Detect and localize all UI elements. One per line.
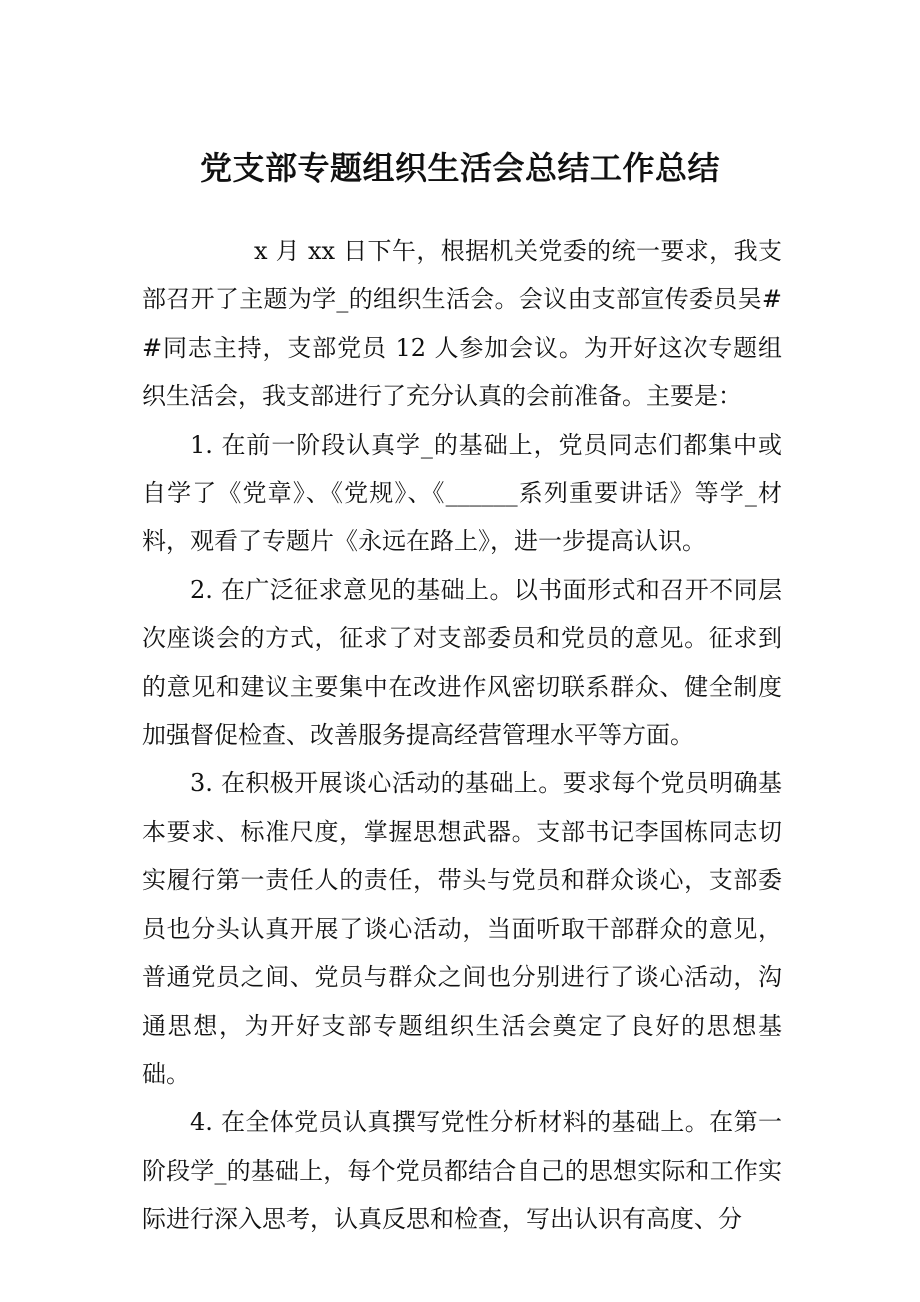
paragraph-intro: x 月 xx 日下午，根据机关党委的统一要求，我支部召开了主题为学_的组织生活会。会议由支部宣传委员吴##同志主持，支部党员 12 人参加会议。为开好这次专题组织生活会，我支部进行了充分认真的会前准备。主要是： <box>142 237 782 411</box>
document-body <box>142 227 782 1244</box>
document-title: 党支部专题组织生活会总结工作总结 <box>199 149 720 187</box>
paragraph-item-1: 1. 在前一阶段认真学_的基础上，党员同志们都集中或自学了《党章》、《党规》、《______系列重要讲话》等学_材料，观看了专题片《永远在路上》，进一步提高认识。 <box>142 430 782 556</box>
paragraph-item-4: 4. 在全体党员认真撰写党性分析材料的基础上。在第一阶段学_的基础上，每个党员都结合自己的思想实际和工作实际进行深入思考，认真反思和检查，写出认识有高度、分 <box>142 1108 782 1234</box>
paragraph-item-3: 3. 在积极开展谈心活动的基础上。要求每个党员明确基本要求、标准尺度，掌握思想武器。支部书记李国栋同志切实履行第一责任人的责任，带头与党员和群众谈心，支部委员也分头认真开展了谈心活动，当面听取干部群众的意见，普通党员之间、党员与群众之间也分别进行了谈心活动，沟通思想，为开好支部专题组织生活会奠定了良好的思想基础。 <box>142 769 782 1088</box>
paragraph-item-2: 2. 在广泛征求意见的基础上。以书面形式和召开不同层次座谈会的方式，征求了对支部委员和党员的意见。征求到的意见和建议主要集中在改进作风密切联系群众、健全制度加强督促检查、改善服务提高经营管理水平等方面。 <box>142 575 782 750</box>
